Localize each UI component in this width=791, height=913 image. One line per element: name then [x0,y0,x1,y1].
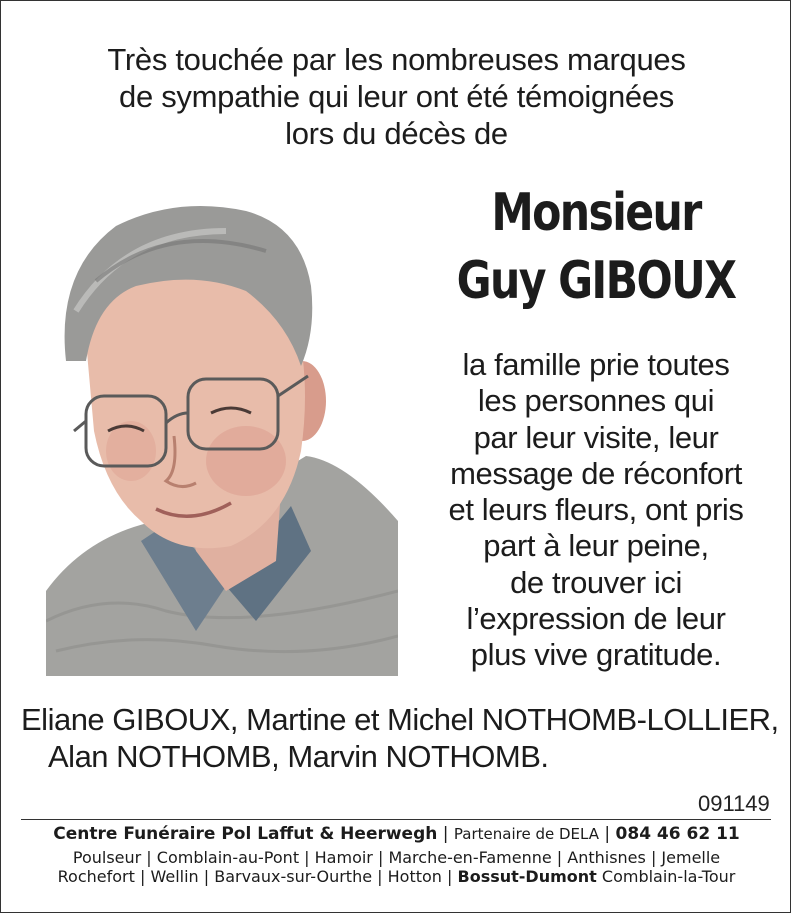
family-line: Alan NOTHOMB, Marvin NOTHOMB. [48,739,549,774]
separator: | [598,824,616,844]
thanks-message [411,347,781,674]
separator: | [437,824,454,844]
phone-number: 084 46 62 11 [615,824,740,844]
message-line: part à leur peine, [483,528,709,564]
locations-line-1: Poulseur | Comblain-au-Pont | Hamoir | Marche-en-Famenne | Anthisnes | Jemelle [72,848,721,867]
message-line: les personnes qui [477,383,715,419]
funeral-home-name: Centre Funéraire Pol Laffut & Heerwegh [53,824,438,844]
reference-number: 091149 [698,791,770,816]
portrait-photo [46,191,398,676]
message-line: et leurs fleurs, ont pris [448,492,744,528]
message-line: plus vive gratitude. [470,637,722,673]
message-line: par leur visite, leur [473,419,719,455]
deceased-title: Monsieur [491,183,701,243]
message-line: l’expression de leur [466,601,726,637]
intro-line: Très touchée par les nombreuses marques [107,42,686,77]
message-line: message de réconfort [450,455,742,491]
locations-line-2 [1,867,791,886]
partner-funeral-home: Bossut-Dumont [457,867,597,886]
footer-divider [21,819,771,820]
deceased-name: Guy GIBOUX [456,251,736,311]
message-line: de trouver ici [510,564,682,600]
partner-location: Comblain-la-Tour [601,867,736,886]
intro-line: lors du décès de [285,116,508,151]
locations-text: Rochefort | Wellin | Barvaux-sur-Ourthe | Hotton | [57,867,453,886]
message-line: la famille prie toutes [462,347,730,382]
family-line: Eliane GIBOUX, Martine et Michel NOTHOMB-LOLLIER, [21,702,779,737]
funeral-home-line [1,824,791,844]
intro-text [1,41,791,152]
intro-line: de sympathie qui leur ont été témoignées [119,79,674,114]
partner-label: Partenaire de DELA [453,825,599,843]
